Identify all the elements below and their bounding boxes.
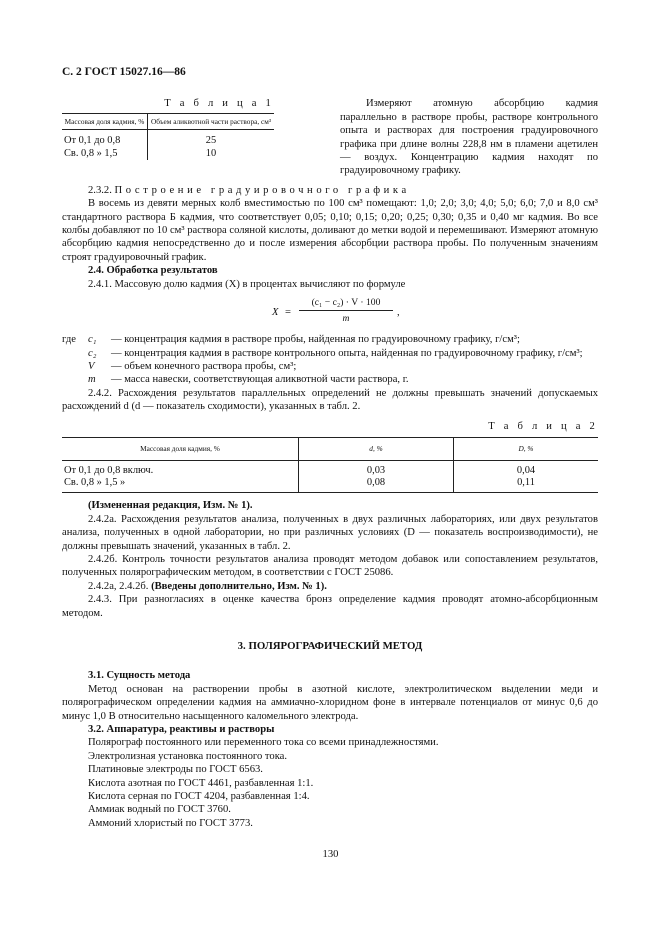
definition-text: — концентрация кадмия в растворе контрольного опыта, найденная по градуировочному графику, г/см³; — [111, 347, 583, 359]
list-item: Кислота серная по ГОСТ 4204, разбавленная 1:4. — [88, 791, 310, 803]
running-header: С. 2 ГОСТ 15027.16—86 — [62, 66, 186, 78]
edit-note: (Измененная редакция, Изм. № 1). — [88, 500, 253, 512]
paragraph-2-4-2: 2.4.2. Расхождения результатов параллельных определений не должны превышать значений допускаемых расхождений d (d — показатель сходимости), указанных в табл. 2. — [62, 387, 598, 413]
definition-symbol: V — [88, 360, 95, 372]
definition-text: — объем конечного раствора пробы, см³; — [111, 360, 297, 372]
definition-item — [62, 333, 598, 346]
section-3-title: 3. ПОЛЯРОГРАФИЧЕСКИЙ МЕТОД — [237, 640, 423, 652]
table2-header-mass: Массовая доля кадмия, % — [62, 437, 299, 460]
list-item: Аммиак водный по ГОСТ 3760. — [88, 804, 231, 816]
section-3-2-title: 3.2. Аппаратура, реактивы и растворы — [88, 724, 275, 736]
definition-lead — [62, 347, 88, 360]
table2-header-row — [62, 437, 598, 460]
formula — [62, 296, 598, 330]
section-2-4-title: 2.4. Обработка результатов — [88, 265, 218, 277]
formula-equals: = — [285, 307, 291, 319]
note-prefix: 2.4.2а, 2.4.2б. — [88, 580, 149, 592]
table1-wrapper — [62, 97, 274, 177]
table2 — [62, 437, 598, 493]
fraction-bar — [299, 310, 393, 311]
table2-cell-range: От 0,1 до 0,8 включ. — [62, 461, 299, 478]
table2-header-D: D, % — [454, 437, 599, 460]
table2-caption: Т а б л и ц а 2 — [488, 420, 598, 432]
table-row — [62, 130, 274, 148]
definition-symbol: c₂ — [88, 347, 97, 359]
table1-cell-volume: 10 — [205, 147, 217, 159]
definition-symbol: m — [88, 374, 96, 386]
list-item: Электролизная установка постоянного тока. — [88, 750, 288, 762]
table-row — [62, 461, 598, 478]
table-row — [62, 477, 598, 493]
list-item: Полярограф постоянного или переменного тока со всеми принадлежностями. — [88, 737, 439, 749]
paragraph-2-4-2a: 2.4.2а. Расхождения результатов анализа, полученных в двух различных лабораториях, или двух результатов анализа, полученных в одной лаборатории, но при различных условиях (D — показатель воспроизводимости), не должны превышать значений, указанных в табл. 2. — [62, 513, 598, 552]
table1 — [62, 113, 274, 160]
definition-lead: где — [62, 334, 76, 346]
table1-caption: Т а б л и ц а 1 — [164, 98, 274, 110]
formula-tail: , — [397, 307, 400, 319]
table2-cell-D: 0,11 — [454, 477, 599, 493]
table1-block — [62, 97, 598, 177]
table2-cell-d: 0,08 — [299, 477, 454, 493]
table2-header-d: d, % — [299, 437, 454, 460]
note-bold: (Введены дополнительно, Изм. № 1). — [151, 580, 327, 592]
table-row — [62, 148, 274, 160]
table2-cell-d: 0,03 — [299, 461, 454, 478]
definition-item — [62, 360, 598, 373]
list-item: Кислота азотная по ГОСТ 4461, разбавленная 1:1. — [88, 777, 314, 789]
table1-cell-volume: 25 — [205, 135, 217, 147]
paragraph-2-4-3: 2.4.3. При разногласиях в оценке качества бронз определение кадмия проводят атомно-абсорбционным методом. — [62, 594, 598, 619]
paragraph-3-1: Метод основан на растворении пробы в азотной кислоте, электролитическом выделении меди и полярографическом определении кадмия на аммиачно-хлоридном фоне в интервале потенциалов от минус 0,6 до минус 1,0 В относительно насыщенного каломельного электрода. — [62, 683, 598, 722]
formula-lhs: X — [272, 307, 279, 319]
definition-text: — масса навески, соответствующая аликвотной части раствора, г. — [111, 374, 409, 386]
definitions-list — [62, 333, 598, 387]
page-number: 130 — [322, 849, 339, 860]
table2-cell-D: 0,04 — [516, 465, 536, 477]
section-3-1-title: 3.1. Сущность метода — [88, 670, 191, 682]
side-paragraph: Измеряют атомную абсорбцию кадмия параллельно в растворе пробы, растворе контрольного опыта и растворах для построения градуировочного графика при длине волны 228,8 нм в пламени ацетилен — воздух. Концентрацию кадмия находят по градуировочному графику. — [340, 98, 598, 177]
definition-text: — концентрация кадмия в растворе пробы, найденная по градуировочному графику, г/см³; — [111, 334, 520, 346]
document-page — [62, 66, 598, 830]
paragraph-2-3-2 — [62, 184, 598, 197]
table1-header-row — [62, 113, 274, 130]
list-item: Аммоний хлористый по ГОСТ 3773. — [88, 817, 253, 829]
formula-numerator: (c₁ − c₂) · V · 100 — [311, 297, 381, 309]
definition-lead — [62, 373, 88, 386]
formula-denominator: m — [342, 313, 350, 325]
paragraph-2-3-2-text: В восемь из девяти мерных колб вместимостью по 100 см³ помещают: 1,0; 2,0; 3,0; 4,0; 5,0; 6,0; 7,0 и 8,0 см³ стандартного раствора Б кадмия, что соответствует 0,05; 0,10; 0,15; 0,20; 0,25; 0,30; 0,35 и 0,40 мг кадмия. Во все колбы добавляют по 10 см³ раствора соляной кислоты, доливают до метки водой и перемешивают. Измеряют атомную абсорбцию кадмия непосредственно до и после измерения абсорбции раствора пробы. По полученным значениям строят градуировочный график. — [62, 198, 598, 263]
para-number: 2.3.2. — [88, 184, 112, 196]
table1-cell-range: От 0,1 до 0,8 — [62, 130, 148, 148]
table1-header-volume: Объем аликвотной части раствора, см³ — [148, 113, 275, 130]
table2-cell-range: Св. 0,8 » 1,5 » — [62, 477, 299, 493]
paragraph-2-4-2ab — [62, 580, 598, 593]
paragraph-2-4-2b: 2.4.2б. Контроль точности результатов анализа проводят методом добавок или сопоставлением результатов, полученных полярографическим методом, в соответствии с ГОСТ 25086. — [62, 553, 598, 579]
paragraph-2-4-1: 2.4.1. Массовую долю кадмия (X) в процентах вычисляют по формуле — [88, 278, 406, 290]
definition-symbol: c₁ — [88, 334, 97, 346]
para-title: Построение градуировочного графика — [114, 184, 410, 196]
list-item: Платиновые электроды по ГОСТ 6563. — [88, 764, 263, 776]
definition-item — [62, 373, 598, 386]
table1-cell-range: Св. 0,8 » 1,5 — [62, 148, 148, 160]
table1-header-mass: Массовая доля кадмия, % — [62, 113, 148, 130]
definition-item — [62, 347, 598, 360]
definition-lead — [62, 360, 88, 373]
